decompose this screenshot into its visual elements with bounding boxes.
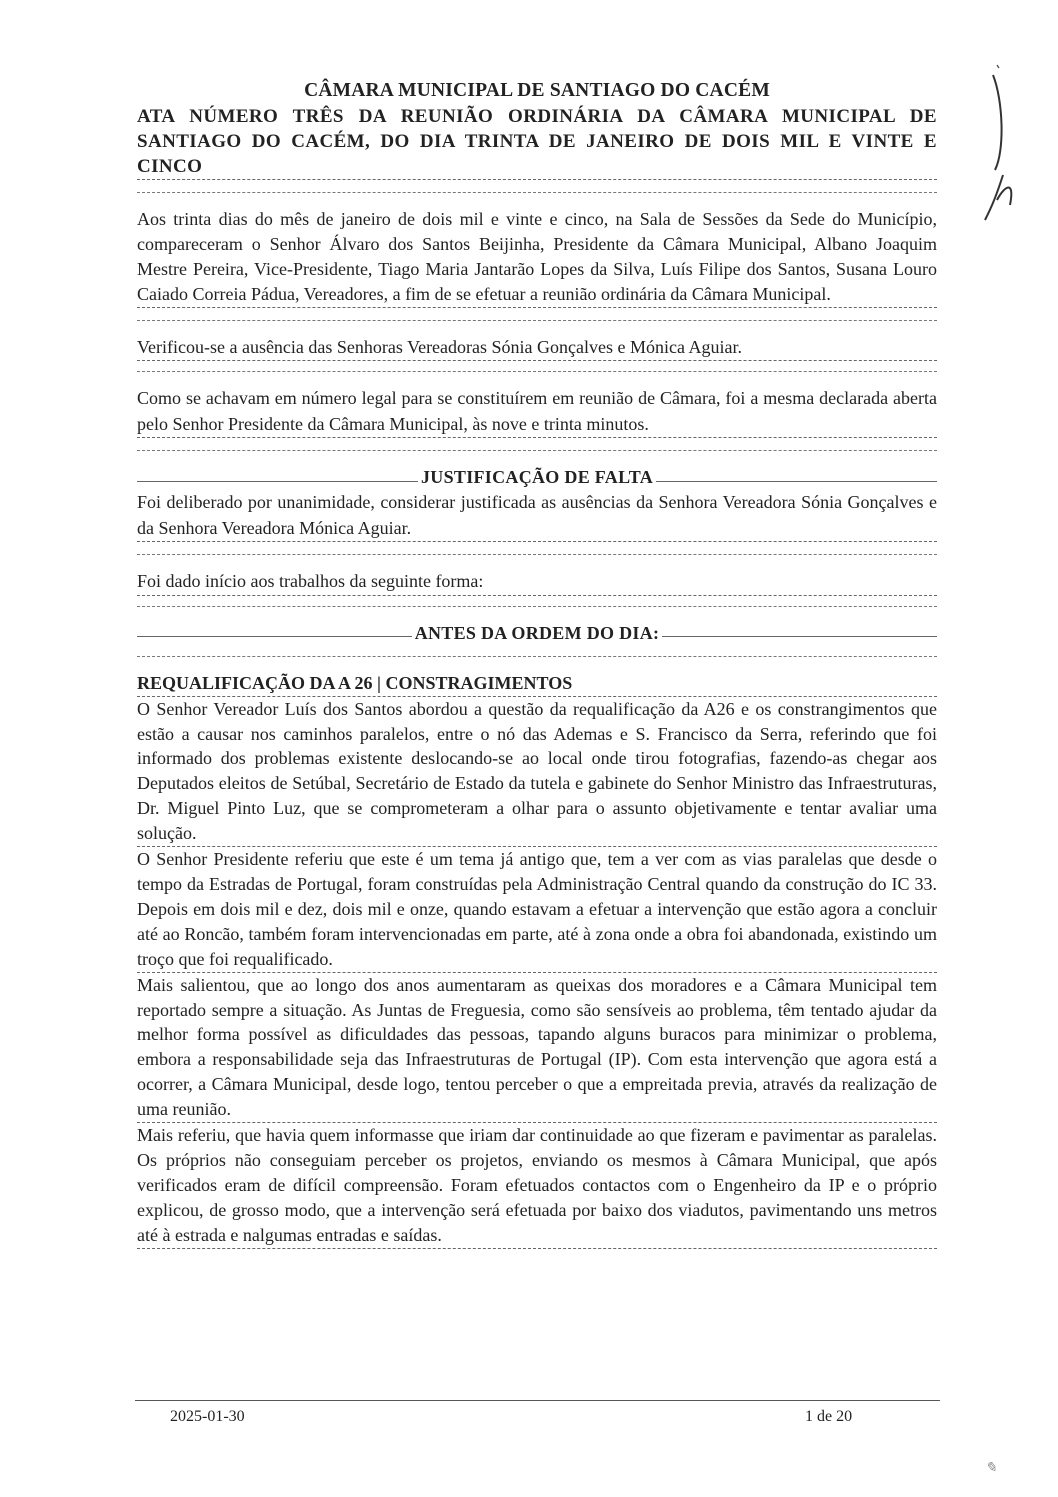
divider [137,606,937,607]
document-page [137,80,937,1249]
section-title-antes [137,621,937,646]
section-title-antes-text: ANTES DA ORDEM DO DIA: [412,623,663,643]
absence-paragraph: Verificou-se a ausência das Senhoras Vereadoras Sónia Gonçalves e Mónica Aguiar. [137,335,937,362]
opening-paragraph: Como se achavam em número legal para se constituírem em reunião de Câmara, foi a mesma declarada aberta pelo Senhor Presidente da Câmara Municipal, às nove e trinta minutos. [137,386,937,438]
institution-header: CÂMARA MUNICIPAL DE SANTIAGO DO CACÉM [304,80,770,101]
minutes-title: ATA NÚMERO TRÊS DA REUNIÃO ORDINÁRIA DA CÂMARA MUNICIPAL DE SANTIAGO DO CACÉM, DO DIA TRINTA DE JANEIRO DE DOIS MIL E VINTE E CINCO [137,104,937,180]
page-footer [135,1400,940,1425]
referiu-paragraph: Mais referiu, que havia quem informasse que iriam dar continuidade ao que fizeram e pavimentar as paralelas. Os próprios não conseguiam perceber os projetos, enviando os mesmos à Câmara Municipal, que após verificados eram de difícil compreensão. Foram efetuados contactos com o Engenheiro da IP e o próprio explicou, de grosso modo, que a intervenção será efetuada por baixo dos viadutos, pavimentando uns metros até à estrada e nalgumas entradas e saídas. [137,1123,937,1249]
divider [137,192,937,193]
start-paragraph: Foi dado início aos trabalhos da seguinte forma: [137,569,937,596]
section-title-requalificacao: REQUALIFICAÇÃO DA A 26 | CONSTRAGIMENTOS [137,671,937,697]
divider [137,656,937,657]
vereador-paragraph: O Senhor Vereador Luís dos Santos abordou a questão da requalificação da A26 e os constrangimentos que estão a causar nos caminhos paralelos, entre o nó das Ademas e S. Francisco da Serra, referindo que foi informado dos problemas existente deslocando-se ao local onde tirou fotografias, fazendo-as chegar aos Deputados eleitos de Setúbal, Secretário de Estado da tutela e gabinete do Senhor Ministro das Infraestruturas, Dr. Miguel Pinto Luz, que se comprometeram a olhar para o assunto objetivamente e tentar avaliar uma solução. [137,697,937,847]
attendance-paragraph: Aos trinta dias do mês de janeiro de dois mil e vinte e cinco, na Sala de Sessões da Sede do Município, compareceram o Senhor Álvaro dos Santos Beijinha, Presidente da Câmara Municipal, Albano Joaquim Mestre Pereira, Vice-Presidente, Tiago Maria Jantarão Lopes da Silva, Luís Filipe dos Santos, Susana Louro Caiado Correia Pádua, Vereadores, a fim de se efetuar a reunião ordinária da Câmara Municipal. [137,207,937,308]
page-stamp-mark: ✎ [985,1461,997,1476]
section-title-justificacao [137,465,937,490]
divider [137,450,937,451]
salientou-paragraph: Mais salientou, que ao longo dos anos aumentaram as queixas dos moradores e a Câmara Municipal tem reportado sempre a situação. As Juntas de Freguesia, como são sensíveis ao problema, têm tentado ajudar da melhor forma possível as dificuldades das pessoas, tapando alguns buracos para minimizar o problema, embora a responsabilidade seja das Infraestruturas de Portugal (IP). Com esta intervenção que agora está a ocorrer, a Câmara Municipal, desde logo, tentou perceber o que a empreitada previa, através da realização de uma reunião. [137,973,937,1123]
initials-signature [975,60,1035,230]
divider [137,371,937,372]
footer-rule [135,1400,940,1401]
divider [137,554,937,555]
justification-paragraph: Foi deliberado por unanimidade, considerar justificada as ausências da Senhora Vereadora Sónia Gonçalves e da Senhora Vereadora Mónica Aguiar. [137,490,937,542]
page-number: 1 de 20 [805,1408,853,1425]
presidente-paragraph: O Senhor Presidente referiu que este é um tema já antigo que, tem a ver com as vias paralelas que desde o tempo da Estradas de Portugal, foram construídas pela Administração Central quando da construção do IC 33. Depois em dois mil e dez, dois mil e onze, quando estavam a efetuar a intervenção que estão agora a concluir até ao Roncão, também foram intervencionadas em parte, até à zona onde a obra foi abandonada, existindo um troço que foi requalificado. [137,847,937,973]
section-title-justificacao-text: JUSTIFICAÇÃO DE FALTA [418,467,656,487]
divider [137,320,937,321]
footer-date: 2025-01-30 [170,1408,245,1425]
